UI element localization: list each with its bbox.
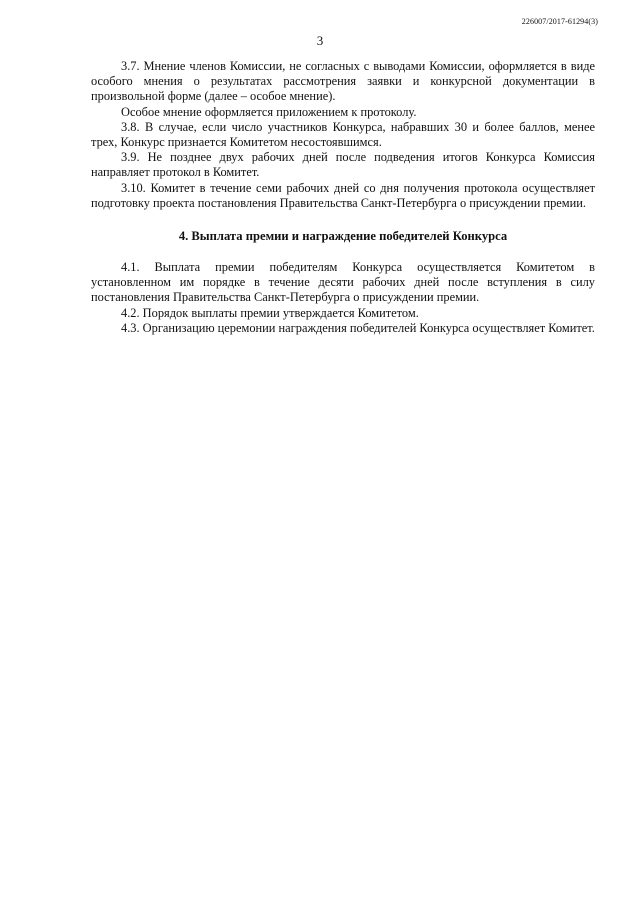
paragraph-3-7: 3.7. Мнение членов Комиссии, не согласных с выводами Комиссии, оформляется в виде особого мнения о результатах рассмотрения заявки и конкурсной документации в произвольной форме (далее – особое мнение). [91,59,595,104]
spacer [91,211,595,229]
paragraph-3-7-note: Особое мнение оформляется приложением к протоколу. [121,104,417,119]
page-number: 3 [316,33,324,48]
paragraph-4-1: 4.1. Выплата премии победителям Конкурса осуществляется Комитетом в установленном им порядке в течение десяти рабочих дней после вступления в силу постановления Правительства Санкт-Петербурга о присуждении премии. [91,260,595,305]
paragraph-4-2: 4.2. Порядок выплаты премии утверждается Комитетом. [121,305,419,320]
paragraph-3-9: 3.9. Не позднее двух рабочих дней после подведения итогов Конкурса Комиссия направляет протокол в Комитет. [91,150,595,180]
document-body [91,59,595,336]
section-4-title: 4. Выплата премии и награждение победителей Конкурса [178,229,508,244]
paragraph-4-3: 4.3. Организацию церемонии награждения победителей Конкурса осуществляет Комитет. [121,320,595,335]
paragraph-3-10: 3.10. Комитет в течение семи рабочих дней со дня получения протокола осуществляет подготовку проекта постановления Правительства Санкт-Петербурга о присуждении премии. [91,180,595,210]
spacer [91,244,595,260]
document-id: 226007/2017-61294(3) [521,17,598,26]
paragraph-3-8: 3.8. В случае, если число участников Конкурса, набравших 30 и более баллов, менее трех, Конкурс признается Комитетом несостоявшимся. [91,119,595,150]
